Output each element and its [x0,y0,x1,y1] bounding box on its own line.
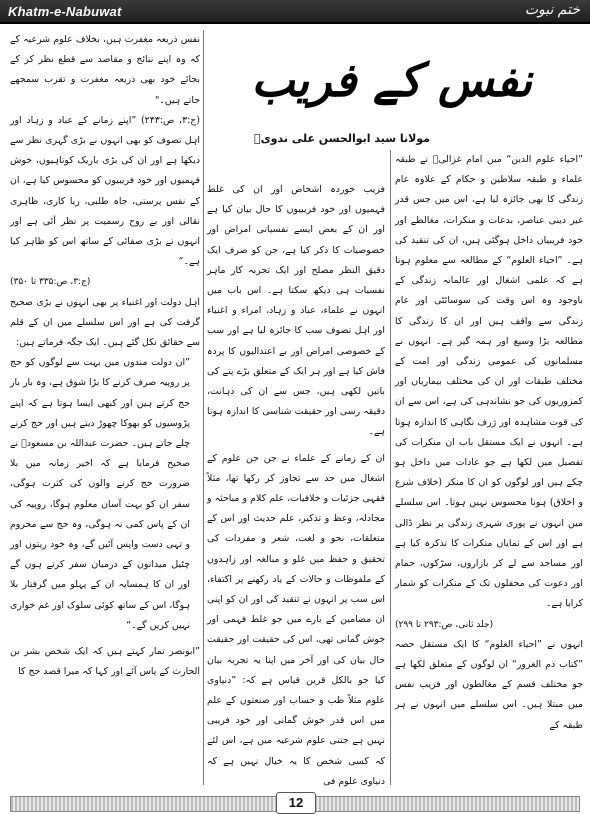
column-middle [207,180,385,787]
paragraph: ان کے زمانے کے علماء نے جن جن علوم کے اشغال میں حد سے تجاوز کر رکھا تھا، مثلاً فقہی جزئیات و خلافیات، علم کلام و مباحثہ و مجادلہ، وعظ و تذکیر، علم حدیث اور اس کے متعلقات، نحو و لغت، شعر و مفردات کی تحقیق و حفظ میں غلو و مبالغہ اور زاہدوں کے ملفوظات و حالات کے یاد رکھنے پر اکتفاء، اس سب پر انہوں نے تنقید کی اور ان کو اپنی ان مضامین کے بارے میں جو غلط فہمی اور خوش گمانی تھی، اس کی حقیقت اور حقیقت حال بیان کی اور آخر میں اپنا یہ تجربہ بیان کیا جو بالکل قرین قیاس ہے کہ: ”دنیاوی علوم مثلاً طب و حساب اور صنعتوں کے علم میں اس قدر خوش گمانی اور خود فریبی نہیں ہے جتنی علوم شرعیہ میں ہے، اس لئے کہ کسی شخص کا یہ خیال نہیں ہے کہ دنیاوی علوم فی [207,452,385,787]
paragraph: (ج:۳، ص:۲۴۳) ”اپنے زمانے کے عباد و زہاد اور اہل تصوف کو بھی انہوں نے بڑی گہری نظر سے دیکھا ہے اور ان کی بڑی باریک کوتاہیوں، خوش فہمیوں اور خود فریبیوں کو محسوس کیا ہے، ان کے نفس پرستی، جاہ طلبی، ریا کاری، ظاہری نقالی اور بے روح رسمیت پر نظر آئی ہے اور انہوں نے بڑی صفائی کے ساتھ اس کو ظاہر کیا ہے۔“ [10,114,201,268]
paragraph: نفس ذریعہ مغفرت ہیں، بخلاف علوم شرعیہ کے کہ وہ اپنے نتائج و مقاصد سے قطع نظر کر کے بجائے خود بھی ذریعہ مغفرت و تقرب سمجھے جاتے ہیں۔" [10,34,200,106]
magazine-logo: ختم نبوت [524,2,580,18]
page-footer [0,790,590,815]
reference: (ج:۳، ص:۳۳۵ تا ۳۵۰) [10,277,91,288]
reference: (جلد ثانی، ص:۲۹۳ تا ۲۹۹) [395,619,494,630]
page-number: 12 [276,792,316,814]
column-left [10,30,200,770]
block-quote: ”ان دولت مندوں میں بہت سے لوگوں کو حج پر روپیہ صرف کرنے کا بڑا شوق ہے، وہ بار بار حج کرتے ہیں اور کبھی ایسا ہوتا ہے کہ اپنے پڑوسیوں کو بھوکا چھوڑ دیتے ہیں اور حج کرنے چلے جاتے ہیں۔ حضرت عبداللہ بن مسعودؓ نے صحیح فرمایا ہے کہ اخیر زمانہ میں بلا ضرورت حج کرنے والوں کی کثرت ہوگی، سفر ان کو بہت آسان معلوم ہوگا، روپیہ کی ان کے پاس کمی نہ ہوگی، وہ حج سے محروم و تہی دست واپس آئیں گے، وہ خود ریتوں اور چٹیل میدانوں کے درمیان سفر کرتے ہوں گے اور ان کا ہمسایہ ان کے پہلو میں گرفتار بلا ہوگا، اس کے ساتھ کوئی سلوک اور غم خواری نہیں کریں گے۔“ [10,357,190,631]
masthead-bar [0,0,590,24]
paragraph: فریب خوردہ اشخاص اور ان کی غلط فہمیوں اور خود فریبیوں کا حال بیان کیا ہے اور ان کے بعض ایسے نفسیاتی امراض اور خصوصیات کا ذکر کیا ہے، جن کو صرف ایک دقیق النظر مصلح اور ایک تجربہ کار ماہر نفسیات ہی دیکھ سکتا ہے۔ اس باب میں انہوں نے علماء، عباد و زہاد، امراء و اغنیاء اور اہل تصوف سب کا جائزہ لیا ہے اور سب کے خصوصی امراض اور بے اعتدالیوں کا پردہ فاش کیا ہے اور ہر ایک کے متعلق بڑے پتے کی باتیں لکھی ہیں، جس سے ان کی ذہانت، دقیقہ رسی اور حقیقت شناسی کا اندازہ ہوتا ہے۔ [207,184,385,438]
paragraph: انہوں نے ”احیاء العلوم“ کا ایک مستقل حصہ ”کتاب ذم الغرور“ ان لوگوں کے متعلق لکھا ہے جو مختلف قسم کے مغالطوں اور فریب نفس میں مبتلا ہیں۔ اس سلسلے میں انہوں نے ہر طبقہ کے [395,638,583,731]
paragraph: اہل دولت اور اغنیاء پر بھی انہوں نے بڑی صحیح گرفت کی ہے اور اس سلسلے میں ان کے قلم سے حقائق نکل گئے ہیں۔ ایک جگہ فرماتے ہیں: [10,296,200,349]
column-right [395,150,583,770]
article-author: مولانا سید ابوالحسن علی ندویؒ [254,132,430,145]
paragraph: ”احیاء علوم الدین“ میں امام غزالیؒ نے طبقہ علماء و طبقہ سلاطین و حکام کے علاوہ عام زندگی کا بھی جائزہ لیا ہے، اس میں جس قدر غیر دینی عناصر، بدعات و منکرات، مغالطے اور خود فریبیاں داخل ہوگئی ہیں، ان کی تنقید کی ہے۔ ”احیاء العلوم“ کے مطالعہ سے معلوم ہوتا ہے کہ علمی اشغال اور عالمانہ زندگی کے باوجود وہ اس وقت کی سوسائٹی اور عام زندگی سے واقف ہیں اور ان کا زندگی کا مطالعہ بڑا وسیع اور ہمہ گیر ہے۔ انہوں نے مسلمانوں کی عمومی زندگی اور امت کے مختلف طبقات اور ان کی مختلف بیماریاں اور کمزوریوں کی جو نشاندہی کی ہے، اس سے ان کی قوت مشاہدہ اور ژرف نگاہی کا اندازہ ہوتا ہے۔ انہوں نے ایک مستقل باب ان منکرات کی تفصیل میں لکھا ہے جو عادات میں داخل ہو چکے ہیں اور لوگوں کو ان کا منکر (خلاف شرع و اخلاق) ہونا محسوس نہیں ہوتا۔ اس سلسلے میں انہوں نے پوری شہری زندگی پر نظر ڈالی ہے اور اس کے نمایاں منکرات کا تذکرہ کیا ہے اور مساجد سے لے کر بازاروں، سڑکوں، حمام اور دعوت کی محفلوں تک کے منکرات کو شمار کرایا ہے۔ [395,154,583,610]
paragraph: ”ابونصر تمار کہتے ہیں کہ ایک شخص بشر بن الحارث کے پاس آئے اور کہا کہ میرا قصد حج کا [10,646,200,678]
column-divider [390,150,391,785]
magazine-title: Khatm-e-Nabuwat [8,4,122,19]
article-title: نفس کے فریب [248,53,542,107]
article-title-block [210,40,580,140]
column-divider [203,30,204,785]
